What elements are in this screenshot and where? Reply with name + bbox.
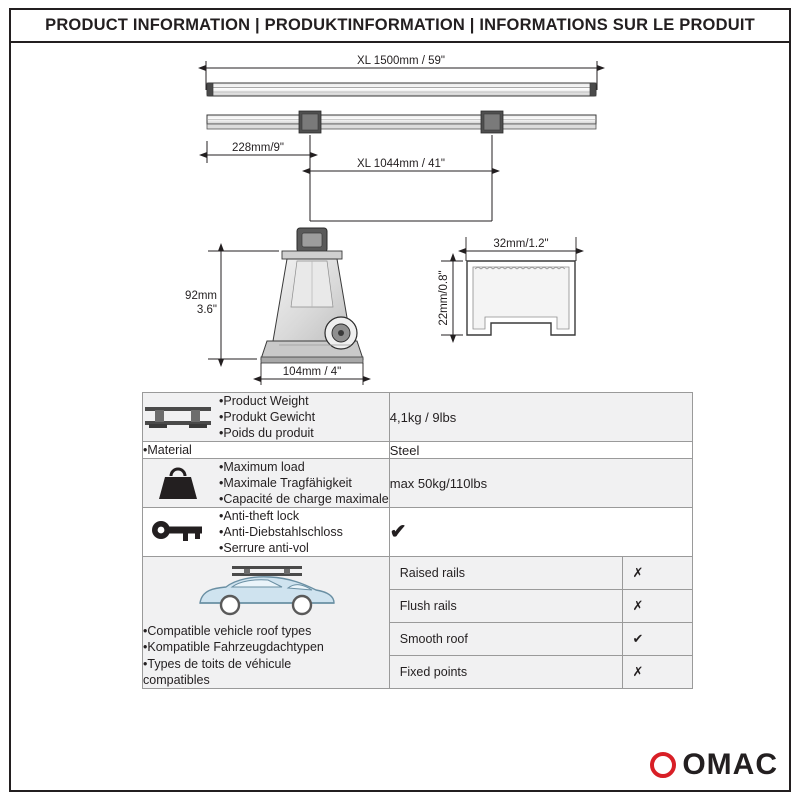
dim-bar-offset: 228mm/9"	[231, 142, 285, 154]
dim-profile-height: 22mm/0.8"	[438, 270, 450, 326]
spec-value-max-load: max 50kg/110lbs	[389, 459, 692, 508]
page-header	[11, 10, 789, 43]
spec-label-cell	[143, 508, 390, 557]
roof-type-mark-fixed-points: ✗	[622, 656, 692, 689]
table-row	[143, 459, 693, 508]
spec-label-cell	[143, 459, 390, 508]
roof-types-table	[390, 557, 692, 688]
roof-type-name-fixed-points: Fixed points	[399, 665, 468, 679]
roof-type-row	[390, 656, 692, 689]
roof-type-row	[390, 590, 692, 623]
roof-type-name-smooth-roof: Smooth roof	[390, 623, 622, 656]
dim-foot-height-inch: 3.6"	[196, 304, 217, 316]
spec-label-text-vehicle: •Compatible vehicle roof types •Kompatible Fahrzeugdachtypen •Types de toits de véhicule compatibles	[143, 624, 324, 687]
spec-value-product-weight: 4,1kg / 9lbs	[389, 393, 692, 442]
spec-label-text: •Anti-theft lock •Anti-Diebstahlschloss •Serrure anti-vol	[219, 509, 343, 555]
dim-foot-height: 92mm	[185, 290, 217, 302]
spec-label-cell	[143, 393, 390, 442]
roof-type-name-flush-rails: Flush rails	[390, 590, 622, 623]
roof-type-row	[390, 557, 692, 590]
spec-label-text: •Maximum load •Maximale Tragfähigkeit •Capacité de charge maximale	[219, 460, 389, 506]
spec-value-material: Steel	[389, 442, 692, 459]
roof-types-cell	[389, 557, 692, 689]
circle-logo-icon	[650, 752, 676, 778]
weight-icon	[143, 463, 213, 503]
dim-bar-total-length: XL 1500mm / 59"	[356, 55, 446, 67]
table-row	[143, 557, 693, 689]
spec-label-text: •Material	[143, 443, 192, 457]
spec-label-cell	[143, 442, 390, 459]
dim-bar-span: XL 1044mm / 41"	[356, 158, 446, 170]
specification-table	[142, 392, 693, 689]
page-title: PRODUCT INFORMATION | PRODUKTINFORMATION | INFORMATIONS SUR LE PRODUIT	[45, 16, 755, 34]
table-row	[143, 508, 693, 557]
roof-type-name-raised-rails: Raised rails	[390, 557, 622, 590]
dim-foot-width: 104mm / 4"	[282, 366, 342, 378]
technical-drawing	[11, 45, 789, 385]
roof-type-mark-smooth-roof: ✔	[622, 623, 692, 656]
roof-type-row	[390, 623, 692, 656]
spec-label-text: •Product Weight •Produkt Gewicht •Poids du produit	[219, 394, 316, 440]
table-row	[143, 442, 693, 459]
spec-value-anti-theft-lock	[389, 508, 692, 557]
dim-profile-width: 32mm/1.2"	[493, 238, 549, 250]
table-row	[143, 393, 693, 442]
roof-type-mark-raised-rails: ✗	[622, 557, 692, 590]
roof-type-mark-flush-rails: ✗	[622, 590, 692, 623]
brand-name: OMAC	[682, 748, 778, 781]
spec-label-cell-vehicle	[143, 557, 390, 689]
brand-logo	[650, 748, 778, 782]
roof-bars-icon	[143, 397, 213, 437]
key-lock-icon	[143, 514, 213, 550]
car-with-rack-icon	[192, 557, 340, 621]
checkmark-icon: ✔	[389, 521, 407, 543]
